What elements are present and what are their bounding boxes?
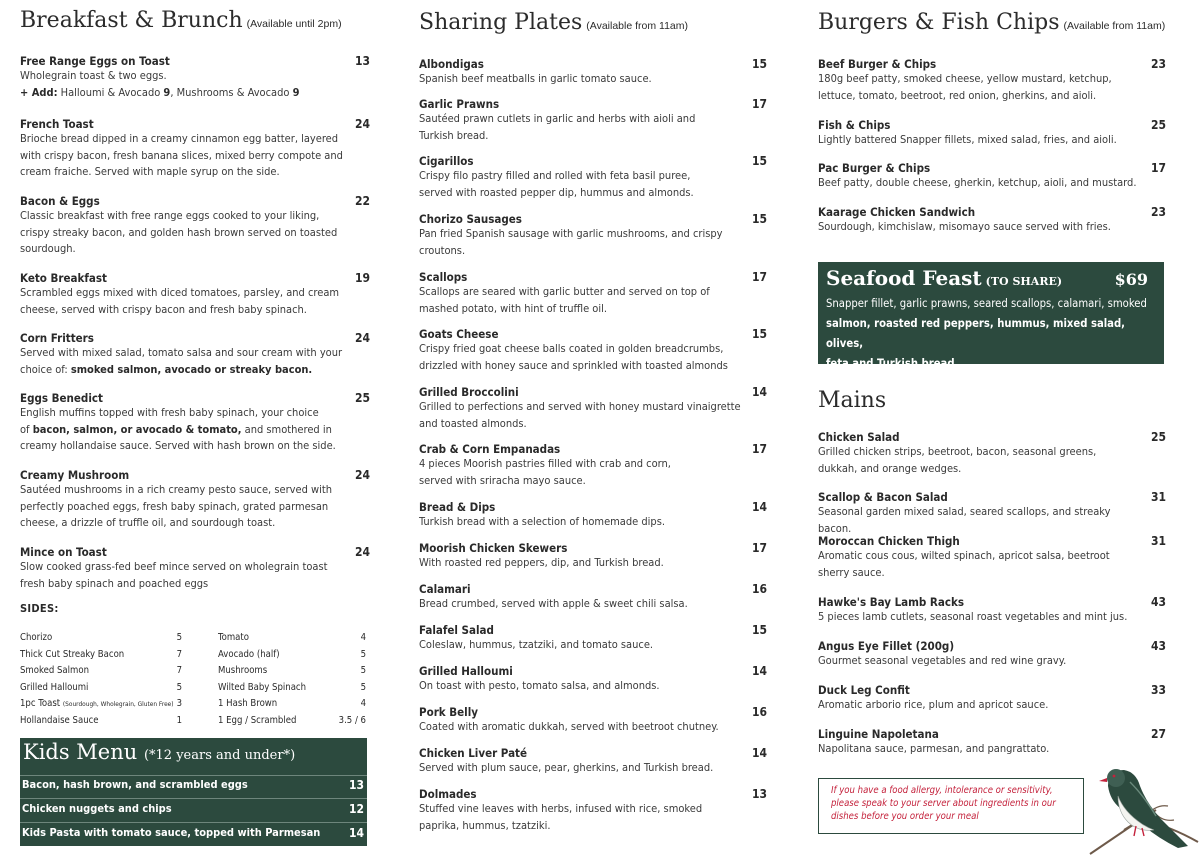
seafood-feast-box [818,262,1164,370]
menu-item: Fish & Chips 25 Lightly battered Snapper fillets, mixed salad, fries, and aioli. [818,118,1166,146]
sides-title: SIDES: [20,602,59,615]
menu-item: Creamy Mushroom 24 Sautéed mushrooms in a rich creamy pesto sauce, served with perfectly poached eggs, fresh baby spinach, grated parmesan cheese, a drizzle of truffle oil, and sourdough toast. [20,468,370,529]
menu-item: Kaarage Chicken Sandwich 23 Sourdough, kimchislaw, misomayo sauce served with fries. [818,205,1166,233]
menu-item: Chicken Salad 25 Grilled chicken strips, beetroot, bacon, seasonal greens, dukkah, and orange wedges. [818,430,1166,475]
menu-item: Pac Burger & Chips 17 Beef patty, double cheese, gherkin, ketchup, aioli, and mustard. [818,161,1166,189]
menu-item: Chorizo Sausages 15 Pan fried Spanish sausage with garlic mushrooms, and crispy croutons. [419,212,767,257]
menu-item: Moroccan Chicken Thigh 31 Aromatic cous cous, wilted spinach, apricot salsa, beetroot sherry sauce. [818,534,1166,579]
bird-icon [1084,756,1200,860]
menu-item: Beef Burger & Chips 23 180g beef patty, smoked cheese, yellow mustard, ketchup, lettuce, tomato, beetroot, red onion, gherkins, and aioli. [818,57,1166,102]
menu-item: Scallops 17 Scallops are seared with garlic butter and served on top of mashed potato, with hint of truffle oil. [419,270,767,315]
side-item: 1 Egg / Scrambled 3.5 / 6 [218,714,366,726]
kids-item: Chicken nuggets and chips 12 [22,802,364,816]
menu-item: Falafel Salad 15 Coleslaw, hummus, tzatziki, and tomato sauce. [419,623,767,651]
menu-item: Free Range Eggs on Toast 13 Wholegrain toast & two eggs. + Add: Halloumi & Avocado 9, Mushrooms & Avocado 9 [20,54,370,99]
menu-item: Chicken Liver Paté 14 Served with plum sauce, pear, gherkins, and Turkish bread. [419,746,767,774]
side-item: 1pc Toast (Sourdough, Wholegrain, Gluten Free) 3 [20,698,182,710]
divider [20,798,367,799]
burgers-title: Burgers & Fish Chips (Available from 11am) [818,10,1166,35]
side-item: Smoked Salmon 7 [20,665,182,677]
divider [20,822,367,823]
kids-item: Kids Pasta with tomato sauce, topped with Parmesan 14 [22,826,364,840]
menu-item: Hawke's Bay Lamb Racks 43 5 pieces lamb cutlets, seasonal roast vegetables and mint jus. [818,595,1166,623]
menu-item: Garlic Prawns 17 Sautéed prawn cutlets in garlic and herbs with aioli and Turkish bread. [419,97,767,142]
seafood-feast-price: $69 [1114,270,1148,289]
allergy-notice [818,778,1084,834]
menu-item: Corn Fritters 24 Served with mixed salad, tomato salsa and sour cream with your choice of: smoked salmon, avocado or streaky bacon. [20,331,370,376]
side-item: Mushrooms 5 [218,665,366,677]
side-item: Grilled Halloumi 5 [20,681,182,693]
menu-item: Mince on Toast 24 Slow cooked grass-fed beef mince served on wholegrain toast fresh baby spinach and poached eggs [20,545,370,590]
menu-item: Calamari 16 Bread crumbed, served with apple & sweet chili salsa. [419,582,767,610]
burgers-mains-column [818,0,1166,760]
breakfast-title: Breakfast & Brunch (Available until 2pm) [20,8,342,33]
kids-menu-title: Kids Menu (*12 years and under*) [23,740,296,764]
side-item: 1 Hash Brown 4 [218,698,366,710]
menu-item: Crab & Corn Empanadas 17 4 pieces Moorish pastries filled with crab and corn, served with sriracha mayo sauce. [419,442,767,487]
menu-item: Albondigas 15 Spanish beef meatballs in garlic tomato sauce. [419,57,767,85]
menu-item: French Toast 24 Brioche bread dipped in a creamy cinnamon egg batter, layered with crispy bacon, fresh banana slices, mixed berry compote and cream fraiche. Served with maple syrup on the side. [20,117,370,178]
sides-list-right [218,632,366,732]
kids-item: Bacon, hash brown, and scrambled eggs 13 [22,778,364,792]
menu-item: Scallop & Bacon Salad 31 Seasonal garden mixed salad, seared scallops, and streaky bacon. [818,490,1166,535]
menu-item: Duck Leg Confit 33 Aromatic arborio rice, plum and apricot sauce. [818,683,1166,711]
menu-item: Bacon & Eggs 22 Classic breakfast with free range eggs cooked to your liking, crispy streaky bacon, and golden hash brown served on toasted sourdough. [20,194,370,255]
menu-item: Grilled Halloumi 14 On toast with pesto, tomato salsa, and almonds. [419,664,767,692]
menu-item: Keto Breakfast 19 Scrambled eggs mixed with diced tomatoes, parsley, and cream cheese, served with crispy bacon and fresh baby spinach. [20,271,370,316]
menu-item: Bread & Dips 14 Turkish bread with a selection of homemade dips. [419,500,767,528]
side-item: Thick Cut Streaky Bacon 7 [20,648,182,660]
side-item: Chorizo 5 [20,632,182,643]
divider [20,775,367,776]
kids-menu-box [20,738,367,846]
side-item: Avocado (half) 5 [218,648,366,660]
menu-item: Cigarillos 15 Crispy filo pastry filled and rolled with feta basil puree, served with roasted pepper dip, hummus and almonds. [419,154,767,199]
side-item: Hollandaise Sauce 1 [20,714,182,726]
menu-item: Grilled Broccolini 14 Grilled to perfections and served with honey mustard vinaigrette and toasted almonds. [419,385,767,430]
side-item: Tomato 4 [218,632,366,643]
sharing-plates-column [419,0,767,850]
breakfast-column [20,0,370,730]
menu-item: Linguine Napoletana 27 Napolitana sauce, parmesan, and pangrattato. [818,727,1166,755]
menu-item: Moorish Chicken Skewers 17 With roasted red peppers, dip, and Turkish bread. [419,541,767,569]
menu-item: Eggs Benedict 25 English muffins topped with fresh baby spinach, your choice of bacon, salmon, or avocado & tomato, and smothered in creamy hollandaise sauce. Served with hash brown on the side. [20,391,370,452]
menu-item: Angus Eye Fillet (200g) 43 Gourmet seasonal vegetables and red wine gravy. [818,639,1166,667]
menu-item: Dolmades 13 Stuffed vine leaves with herbs, infused with rice, smoked paprika, hummus, tzatziki. [419,787,767,832]
mains-title: Mains [818,388,887,413]
allergy-text: If you have a food allergy, intolerance or sensitivity, please speak to your server about ingredients in our dishes before you order your meal [831,785,1056,822]
sides-list-left [20,632,182,732]
menu-item: Pork Belly 16 Coated with aromatic dukkah, served with beetroot chutney. [419,705,767,733]
seafood-feast-description: Snapper fillet, garlic prawns, seared scallops, calamari, smoked salmon, roasted red peppers, hummus, mixed salad, olives, feta and Turkish bread. [826,297,1147,370]
seafood-feast-title: Seafood Feast (TO SHARE) [826,266,1063,290]
sharing-plates-title: Sharing Plates (Available from 11am) [419,10,688,35]
side-item: Wilted Baby Spinach 5 [218,681,366,693]
menu-item: Goats Cheese 15 Crispy fried goat cheese balls coated in golden breadcrumbs, drizzled with honey sauce and sprinkled with toasted almonds [419,327,767,372]
